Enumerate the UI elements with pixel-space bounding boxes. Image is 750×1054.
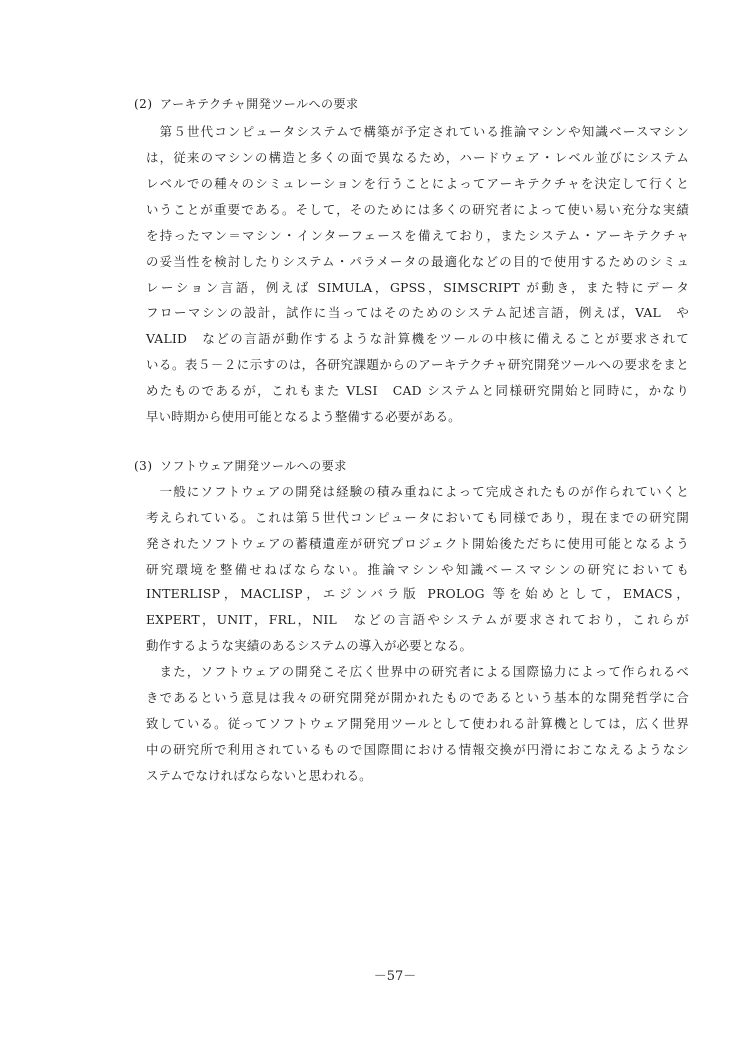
paragraph-line: 動作するような実績のあるシステムの導入が必要となる。	[146, 638, 473, 653]
paragraph-line: 第５世代コンピュータシステムで構築が予定されている推論マシンや知識ベースマシン	[146, 124, 689, 139]
paragraph-line: 研究環境を整備せねばならない。推論マシンや知識ベースマシンの研究においても	[146, 562, 689, 577]
paragraph-line: レーション言語，例えば SIMULA，GPSS，SIMSCRIPT が動き，また特にデータ	[146, 280, 689, 295]
paragraph-line: 中の研究所で利用されているもので国際間における情報交換が円滑におこなえるようなシ	[146, 742, 689, 757]
page-number: －57－	[373, 969, 417, 984]
paragraph-line: いうことが重要である。そして，そのためには多くの研究者によって使い易い充分な実績	[146, 202, 689, 217]
paragraph-line: 考えられている。これは第５世代コンピュータにおいても同様であり，現在までの研究開	[146, 510, 689, 525]
paragraph-line: ステムでなければならないと思われる。	[146, 768, 372, 783]
section-heading-2	[134, 96, 359, 112]
paragraph-line: を持ったマン＝マシン・インターフェースを備えており，またシステム・アーキテクチャ	[146, 228, 689, 243]
section-number: (3)	[134, 459, 153, 473]
paragraph-line: きであるという意見は我々の研究開発が開かれたものであるという基本的な開発哲学に合	[146, 690, 689, 705]
paragraph-line: いる。表５－２に示すのは，各研究課題からのアーキテクチャ研究開発ツールへの要求をまと	[146, 357, 689, 372]
section-heading-3	[134, 458, 347, 474]
paragraph-line: EXPERT，UNIT，FRL，NIL などの言語やシステムが要求されており，これらが	[146, 612, 689, 627]
paragraph-line: 早い時期から使用可能となるよう整備する必要がある。	[146, 409, 461, 424]
section-title: アーキテクチャ開発ツールへの要求	[160, 97, 359, 111]
paragraph-line: は，従来のマシンの構造と多くの面で異なるため，ハードウェア・レベル並びにシステム	[146, 150, 689, 165]
paragraph-line: VALID などの言語が動作するような計算機をツールの中核に備えることが要求されて	[146, 331, 689, 346]
paragraph-line: フローマシンの設計，試作に当ってはそのためのシステム記述言語，例えば，VAL や	[146, 305, 689, 320]
paragraph-line: 一般にソフトウェアの開発は経験の積み重ねによって完成されたものが作られていくと	[146, 484, 689, 499]
paragraph-line: 発されたソフトウェアの蓄積遺産が研究プロジェクト開始後ただちに使用可能となるよう	[146, 536, 689, 551]
paragraph-line: 致している。従ってソフトウェア開発用ツールとして使われる計算機としては，広く世界	[146, 716, 689, 731]
paragraph-line: また，ソフトウェアの開発こそ広く世界中の研究者による国際協力によって作られるべ	[146, 664, 689, 679]
section-title: ソフトウェア開発ツールへの要求	[160, 459, 347, 473]
paragraph-line: の妥当性を検討したりシステム・パラメータの最適化などの目的で使用するためのシミュ	[146, 254, 689, 269]
paragraph-line: レベルでの種々のシミュレーションを行うことによってアーキテクチャを決定して行くと	[146, 176, 689, 191]
paragraph-line: INTERLISP，MACLISP，エジンバラ版 PROLOG 等を始めとして，EMACS，	[146, 586, 689, 601]
section-number: (2)	[134, 97, 153, 111]
paragraph-line: めたものであるが，これもまた VLSI CAD システムと同様研究開始と同時に，かなり	[146, 383, 689, 398]
